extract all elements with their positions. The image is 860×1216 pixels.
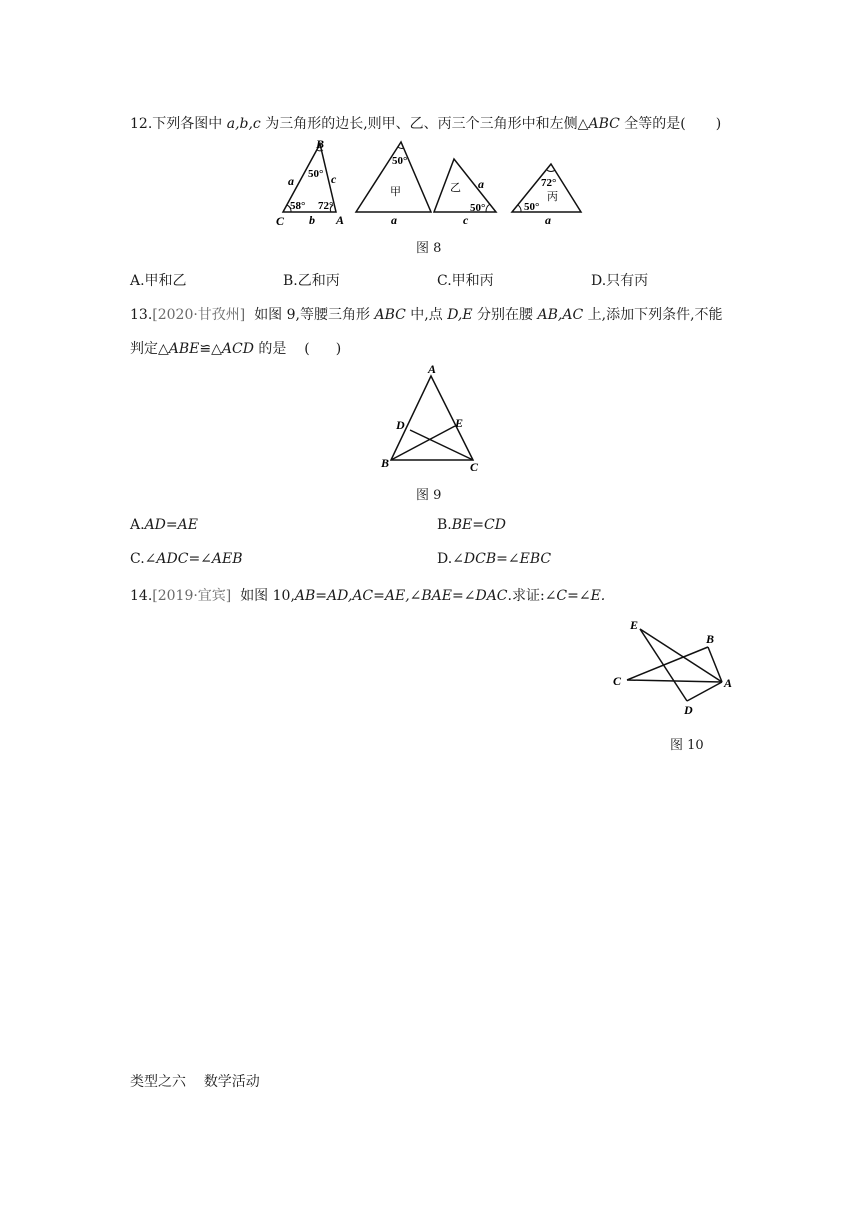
section-label: 类型之六 <box>130 1074 186 1090</box>
q14-given: AB=AD,AC=AE,∠BAE=∠DAC <box>294 588 508 604</box>
q12-paren-close: ) <box>715 116 722 132</box>
q14-label-C: C <box>613 674 622 688</box>
q12-yi-side-a: a <box>478 177 484 191</box>
q13-label-C: C <box>470 460 479 474</box>
q14-segment-ad <box>687 682 722 701</box>
q13-text-a: 如图 9,等腰三角形 <box>254 307 375 323</box>
q13-label-B: B <box>381 456 390 470</box>
q13-option-b-text: BE=CD <box>451 517 506 533</box>
q12-yi-name: 乙 <box>450 181 461 194</box>
q12-label-C: C <box>276 214 285 228</box>
q12-yi-side-c: c <box>463 213 469 227</box>
q13-text-d: 上,添加下列条件,不能 <box>583 307 723 323</box>
q13-var-abc: ABC <box>374 307 406 323</box>
q12-label-B: B <box>316 137 325 151</box>
q13-option-d[interactable] <box>437 551 551 567</box>
q12-bing-angle-top: 72° <box>541 177 557 189</box>
q13-option-d-text: ∠DCB=∠EBC <box>452 551 552 567</box>
q13-figure <box>375 362 485 474</box>
q13-var-abe: ABE <box>168 341 200 357</box>
q14-label-E: E <box>630 618 639 632</box>
q12-bing-side: a <box>545 213 551 227</box>
q13-option-c-text: ∠ADC=∠AEB <box>144 551 243 567</box>
q14-text-b: .求证: <box>507 588 545 604</box>
q14-number: 14. <box>130 588 153 604</box>
q13-var-de: D,E <box>447 307 473 323</box>
q12-caption: 图 8 <box>416 241 442 256</box>
q14-text-a: 如图 10, <box>240 588 295 604</box>
q13-line2-b: ≌△ <box>199 341 222 357</box>
q13-option-a[interactable] <box>130 517 198 533</box>
q14-segment-ca <box>627 680 722 682</box>
q12-option-b[interactable]: B.乙和丙 <box>283 273 340 289</box>
q13-line2-a: 判定△ <box>130 341 169 357</box>
q13-var-abac: AB,AC <box>537 307 584 323</box>
q12-text-c: 全等的是( <box>619 116 686 132</box>
q13-option-c[interactable] <box>130 551 243 567</box>
q14-label-A: A <box>724 676 733 690</box>
q12-option-a[interactable]: A.甲和乙 <box>130 273 187 289</box>
q14-segment-cb <box>627 647 708 680</box>
q12-option-d[interactable]: D.只有丙 <box>591 273 649 289</box>
q13-option-c-letter: C. <box>130 551 145 567</box>
q12-bing-name: 丙 <box>547 190 558 203</box>
q12-stem <box>130 113 721 133</box>
q13-option-b[interactable] <box>437 517 506 533</box>
q13-stem-line1 <box>130 304 723 324</box>
q12-number: 12. <box>130 116 153 132</box>
q14-stem <box>130 585 605 605</box>
q14-caption: 图 10 <box>670 738 704 753</box>
q12-text-b: 为三角形的边长,则甲、乙、丙三个三角形中和左侧△ <box>260 116 589 132</box>
q14-prove: ∠C=∠E. <box>544 588 606 604</box>
q13-label-D: D <box>396 418 405 432</box>
q12-jia-side: a <box>391 213 397 227</box>
q13-caption: 图 9 <box>416 488 442 503</box>
q12-tri: ABC <box>588 116 620 132</box>
q13-paren-open: ( <box>304 341 310 357</box>
q13-paren-close: ) <box>335 341 342 357</box>
q13-option-d-letter: D. <box>437 551 453 567</box>
q12-figure <box>270 135 590 231</box>
q13-label-A: A <box>428 362 437 376</box>
q12-angle-58: 58° <box>290 200 306 212</box>
q13-option-a-letter: A. <box>130 517 145 533</box>
q12-label-a: a <box>288 174 294 188</box>
q12-jia-angle: 50° <box>392 155 408 167</box>
q12-bing-angle-left: 50° <box>524 201 540 213</box>
q14-label-D: D <box>684 703 693 717</box>
q12-yi-triangle <box>434 159 496 212</box>
q13-var-acd: ACD <box>221 341 254 357</box>
q12-angle-72: 72° <box>318 200 334 212</box>
q13-line2-c: 的是 <box>253 341 287 357</box>
q13-option-b-letter: B. <box>437 517 452 533</box>
section-title: 数学活动 <box>203 1074 260 1090</box>
q14-figure <box>605 612 745 722</box>
q13-number: 13. <box>130 307 153 323</box>
q13-label-E: E <box>455 416 464 430</box>
q12-option-c[interactable]: C.甲和丙 <box>437 273 494 289</box>
q12-jia-name: 甲 <box>390 185 401 198</box>
q14-source: [2019·宜宾] <box>152 588 232 604</box>
q13-stem-line2 <box>130 338 341 358</box>
q13-option-a-text: AD=AE <box>144 517 198 533</box>
q12-text-a: 下列各图中 <box>152 116 227 132</box>
q12-label-b: b <box>309 213 315 227</box>
q14-label-B: B <box>706 632 715 646</box>
section-heading <box>130 1071 260 1091</box>
q12-vars: a,b,c <box>226 116 261 132</box>
q13-source: [2020·甘孜州] <box>152 307 246 323</box>
q12-yi-angle: 50° <box>470 202 486 214</box>
q13-text-c: 分别在腰 <box>472 307 538 323</box>
q12-jia-triangle <box>356 142 431 212</box>
q12-label-c: c <box>331 172 337 186</box>
q12-angle-50: 50° <box>308 168 324 180</box>
q13-text-b: 中,点 <box>405 307 448 323</box>
q12-label-A: A <box>336 213 345 227</box>
